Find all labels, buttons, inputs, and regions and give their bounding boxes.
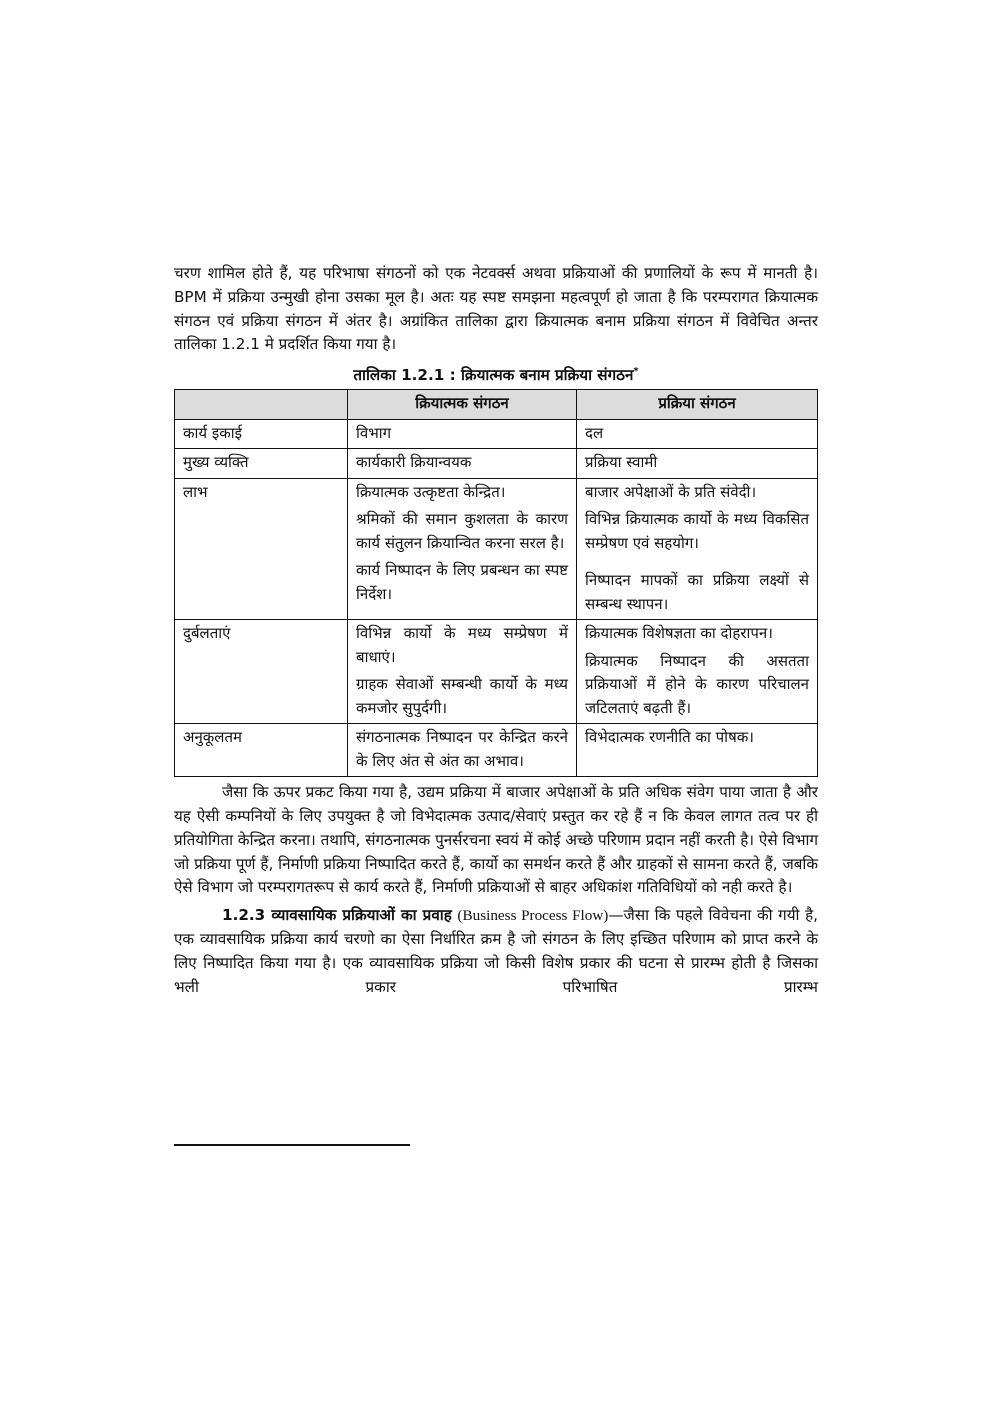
table-caption-text: तालिका 1.2.1 : क्रियात्मक बनाम प्रक्रिया संगठन <box>353 366 634 385</box>
comparison-table <box>174 389 818 777</box>
table-caption <box>174 365 818 385</box>
cell-text: विभिन्न क्रियात्मक कार्यो के मध्य विकसित सम्प्रेषण एवं सहयोग। <box>585 510 809 552</box>
footnote-rule <box>174 1144 410 1146</box>
table-row <box>175 724 818 777</box>
section-paragraph <box>174 904 818 999</box>
cell-text: क्रियात्मक निष्पादन की असतता प्रक्रियाओं में होने के कारण परिचालन जटिलताएं बढ़ती हैं। <box>585 651 809 717</box>
paragraph-2: जैसा कि ऊपर प्रकट किया गया है, उद्यम प्रक्रिया में बाजार अपेक्षाओं के प्रति अधिक संवेग पाया जाता है और यह ऐसी कम्पनियों के लिए उपयुक्त है जो विभेदात्मक उत्पाद/सेवाएं प्रस्तुत कर रहे हैं न कि केवल लागत तत्व पर ही प्रतियोगिता केन्द्रित करना। तथापि, संगठनात्मक पुनर्सरचना स्वयं में कोई अच्छे परिणाम प्रदान नहीं करती है। ऐसे विभाग जो प्रक्रिया पूर्ण हैं, निर्माणी प्रक्रिया निष्पादित करते हैं, कार्यो का समर्थन करते हैं और ग्राहकों से सामना करते हैं, जबकि ऐसे विभाग जो परम्परागतरूप से कार्य करते हैं, निर्माणी प्रक्रियाओं से बाहर अधिकांश गतिविधियों को नही करते है। <box>174 783 818 897</box>
process-cell <box>577 724 818 777</box>
table-row <box>175 419 818 449</box>
row-label: कार्य इकाई <box>175 419 348 449</box>
functional-cell <box>348 620 577 724</box>
document-page <box>174 262 818 999</box>
cell-text: विभेदात्मक रणनीति का पोषक। <box>585 728 754 747</box>
process-cell <box>577 478 818 620</box>
table-row <box>175 478 818 620</box>
cell-text: विभाग <box>356 423 392 442</box>
cell-text: कार्यकारी क्रियान्वयक <box>356 453 472 472</box>
process-cell <box>577 419 818 449</box>
table-row <box>175 620 818 724</box>
process-cell <box>577 620 818 724</box>
row-label: लाभ <box>175 478 348 620</box>
row-label: अनुकूलतम <box>175 724 348 777</box>
cell-text: बाजार अपेक्षाओं के प्रति संवेदी। <box>585 482 757 501</box>
section-heading: 1.2.3 व्यावसायिक प्रक्रियाओं का प्रवाह <box>222 906 452 925</box>
section-body: —जैसा कि पहले विवेचना की गयी है, एक व्यावसायिक प्रक्रिया कार्य चरणो का ऐसा निर्धारित क्रम है जो संगठन के लिए इच्छित परिणाम को प्राप्त करने के लिए निष्पादित किया गया है। एक व्यावसायिक प्रक्रिया जो किसी विशेष प्रकार की घटना से प्रारम्भ होती है जिसका भली प्रकार परिभाषित प्रारम्भ <box>174 906 818 996</box>
cell-text: निष्पादन मापकों का प्रक्रिया लक्ष्यों से सम्बन्ध स्थापन। <box>585 571 809 613</box>
functional-cell <box>348 449 577 479</box>
header-cell-functional: क्रियात्मक संगठन <box>348 390 577 420</box>
intro-paragraph: चरण शामिल होते हैं, यह परिभाषा संगठनों को एक नेटवर्क्स अथवा प्रक्रियाओं की प्रणालियों के रूप में मानती है। BPM में प्रक्रिया उन्मुखी होना उसका मूल है। अतः यह स्पष्ट समझना महत्वपूर्ण हो जाता है कि परम्परागत क्रियात्मक संगठन एवं प्रक्रिया संगठन में अंतर है। अग्रांकित तालिका द्वारा क्रियात्मक बनाम प्रक्रिया संगठन में विवेचित अन्तर तालिका 1.2.1 मे प्रदर्शित किया गया है। <box>174 264 818 354</box>
functional-cell <box>348 478 577 620</box>
cell-text: श्रमिकों की समान कुशलता के कारण कार्य संतुलन क्रियान्वित करना सरल है। <box>356 510 568 552</box>
header-cell-process: प्रक्रिया संगठन <box>577 390 818 420</box>
caption-footnote-mark: * <box>633 366 639 378</box>
cell-text: प्रक्रिया स्वामी <box>585 453 658 472</box>
functional-cell <box>348 724 577 777</box>
cell-text: ग्राहक सेवाओं सम्बन्धी कार्यो के मध्य कमजोर सुपुर्दगी। <box>356 675 568 717</box>
section-heading-english: (Business Process Flow) <box>457 907 609 925</box>
header-cell-empty <box>175 390 348 420</box>
row-label: दुर्बलताएं <box>175 620 348 724</box>
cell-text: कार्य निष्पादन के लिए प्रबन्धन का स्पष्ट निर्देश। <box>356 561 568 603</box>
functional-cell <box>348 419 577 449</box>
table-header-row <box>175 390 818 420</box>
row-label: मुख्य व्यक्ति <box>175 449 348 479</box>
cell-text: दल <box>585 423 604 442</box>
cell-text: विभिन्न कार्यो के मध्य सम्प्रेषण में बाधाएं। <box>356 624 568 666</box>
table-row <box>175 449 818 479</box>
process-cell <box>577 449 818 479</box>
cell-text: संगठनात्मक निष्पादन पर केन्द्रित करने के लिए अंत से अंत का अभाव। <box>356 728 568 770</box>
cell-text: क्रियात्मक उत्कृष्टता केन्द्रित। <box>356 482 506 501</box>
cell-text: क्रियात्मक विशेषज्ञता का दोहरापन। <box>585 624 773 643</box>
